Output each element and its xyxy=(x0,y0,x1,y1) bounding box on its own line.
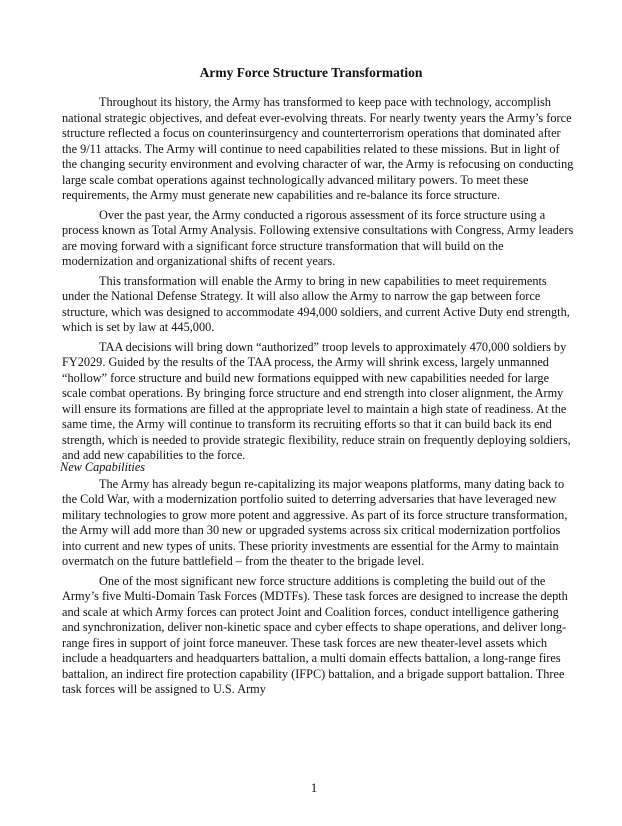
paragraph: This transformation will enable the Army to bring in new capabilities to meet requirements under the National Defense Strategy. It will also allow the Army to narrow the gap between force structure, which was designed to accommodate 494,000 soldiers, and current Active Duty end strength, which is set by law at 445,000. xyxy=(62,273,570,334)
paragraph: Throughout its history, the Army has transformed to keep pace with technology, accomplish national strategic objectives, and defeat ever-evolving threats. For nearly twenty years the Army’s force structure reflected a focus on counterinsurgency and counterterrorism operations that dominated after the 9/11 attacks. The Army will continue to need capabilities related to these missions. But in light of the changing security environment and evolving character of war, the Army is refocusing on conducting large scale combat operations against technologically advanced military powers. To meet these requirements, the Army must generate new capabilities and re-balance its force structure. xyxy=(62,95,574,202)
new-capabilities-section xyxy=(62,460,574,702)
page-number: 1 xyxy=(310,780,318,795)
document-title: Army Force Structure Transformation xyxy=(199,65,423,80)
paragraph: TAA decisions will bring down “authorized” troop levels to approximately 470,000 soldiers by FY2029. Guided by the results of the TAA process, the Army will shrink excess, largely unmanned “hollow” force structure and build new formations equipped with new capabilities needed for large scale combat operations. By bringing force structure and end strength into closer alignment, the Army will ensure its formations are filled at the appropriate level to maintain a high state of readiness. At the same time, the Army will continue to transform its recruiting efforts so that it can build back its end strength, which is needed to provide strategic flexibility, reduce strain on frequently deploying soldiers, and add new capabilities to the force. xyxy=(62,339,571,462)
intro-section xyxy=(62,95,574,468)
section-heading: New Capabilities xyxy=(60,460,146,474)
paragraph: The Army has already begun re-capitalizing its major weapons platforms, many dating back to the Cold War, with a modernization portfolio suited to deterring adversaries that have leveraged new military technologies to grow more potent and aggressive. As part of its force structure transformation, the Army will add more than 30 new or upgraded systems across six critical modernization portfolios into current and new types of units. These priority investments are essential for the Army to maintain overmatch on the future battlefield – from the theater to the brigade level. xyxy=(62,476,568,568)
paragraph: One of the most significant new force structure additions is completing the build out of the Army’s five Multi-Domain Task Forces (MDTFs). These task forces are designed to increase the depth and scale at which Army forces can protect Joint and Coalition forces, conduct intelligence gathering and synchronization, deliver non-kinetic space and cyber effects to shape operations, and deliver long-range fires in support of joint force maneuver. These task forces are new theater-level assets which include a headquarters and headquarters battalion, a multi domain effects battalion, a long-range fires battalion, an indirect fire protection capability (IFPC) battalion, and a brigade support battalion. Three task forces will be assigned to U.S. Army xyxy=(62,573,568,696)
paragraph: Over the past year, the Army conducted a rigorous assessment of its force structure using a process known as Total Army Analysis. Following extensive consultations with Congress, Army leaders are moving forward with a significant force structure transformation that will build on the modernization and organizational shifts of recent years. xyxy=(62,207,574,268)
